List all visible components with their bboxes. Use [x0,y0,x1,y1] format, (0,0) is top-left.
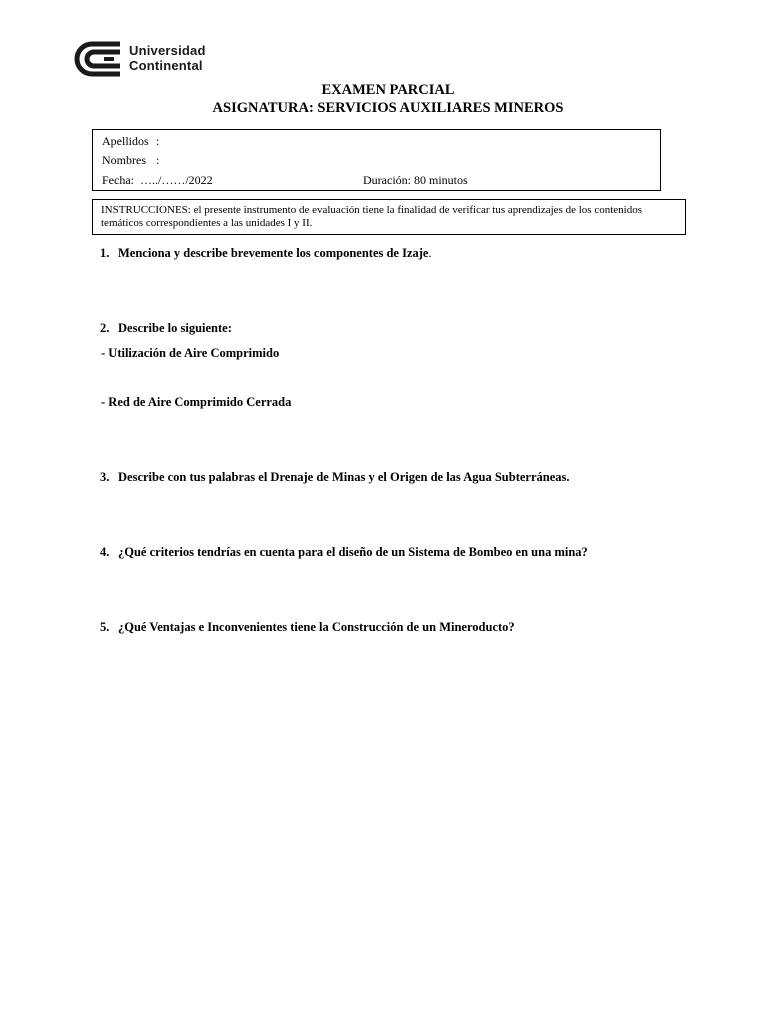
question-suffix: . [428,246,432,260]
surname-colon: : [156,134,160,148]
university-logo-text [129,43,206,73]
question-text: ¿Qué criterios tendrías en cuenta para el diseño de un Sistema de Bombeo en una mina? [118,545,588,559]
names-colon: : [156,153,160,167]
names-label: Nombres [102,153,146,167]
question-text: ¿Qué Ventajas e Inconvenientes tiene la Construcción de un Mineroducto? [118,620,515,634]
question-2 [100,321,232,336]
question-text: Menciona y describe brevemente los componentes de Izaje [118,246,429,260]
university-logo [74,40,214,80]
question-5 [100,620,515,635]
question-4 [100,545,588,560]
question-1 [100,246,432,261]
instructions-box: INSTRUCCIONES: el presente instrumento de evaluación tiene la finalidad de verificar tus aprendizajes de los contenidos temáticos correspondientes a las unidades I y II. [92,199,686,235]
logo-line-1: Universidad [129,43,206,58]
subitem-compressed-air-use: - Utilización de Aire Comprimido [101,346,280,360]
university-logo-icon [74,40,124,78]
exam-subject: ASIGNATURA: SERVICIOS AUXILIARES MINEROS [212,100,564,116]
question-number: 1. [100,246,110,260]
question-number: 5. [100,620,110,634]
date-label: Fecha: [102,173,134,187]
question-text: Describe lo siguiente: [118,321,232,335]
question-number: 2. [100,321,110,335]
logo-line-2: Continental [129,58,203,73]
names-field [102,153,159,168]
duration-text: Duración: 80 minutos [363,173,468,187]
exam-title: EXAMEN PARCIAL [321,82,455,98]
question-text: Describe con tus palabras el Drenaje de Minas y el Origen de las Agua Subterráneas. [118,470,570,484]
question-3 [100,470,570,485]
subitem-closed-air-network: - Red de Aire Comprimido Cerrada [101,395,292,409]
surname-label: Apellidos [102,134,149,148]
question-number: 4. [100,545,110,559]
date-field [102,173,213,188]
question-number: 3. [100,470,110,484]
student-info-box [92,129,661,191]
date-value: …../……/2022 [140,173,213,187]
surname-field [102,134,159,149]
